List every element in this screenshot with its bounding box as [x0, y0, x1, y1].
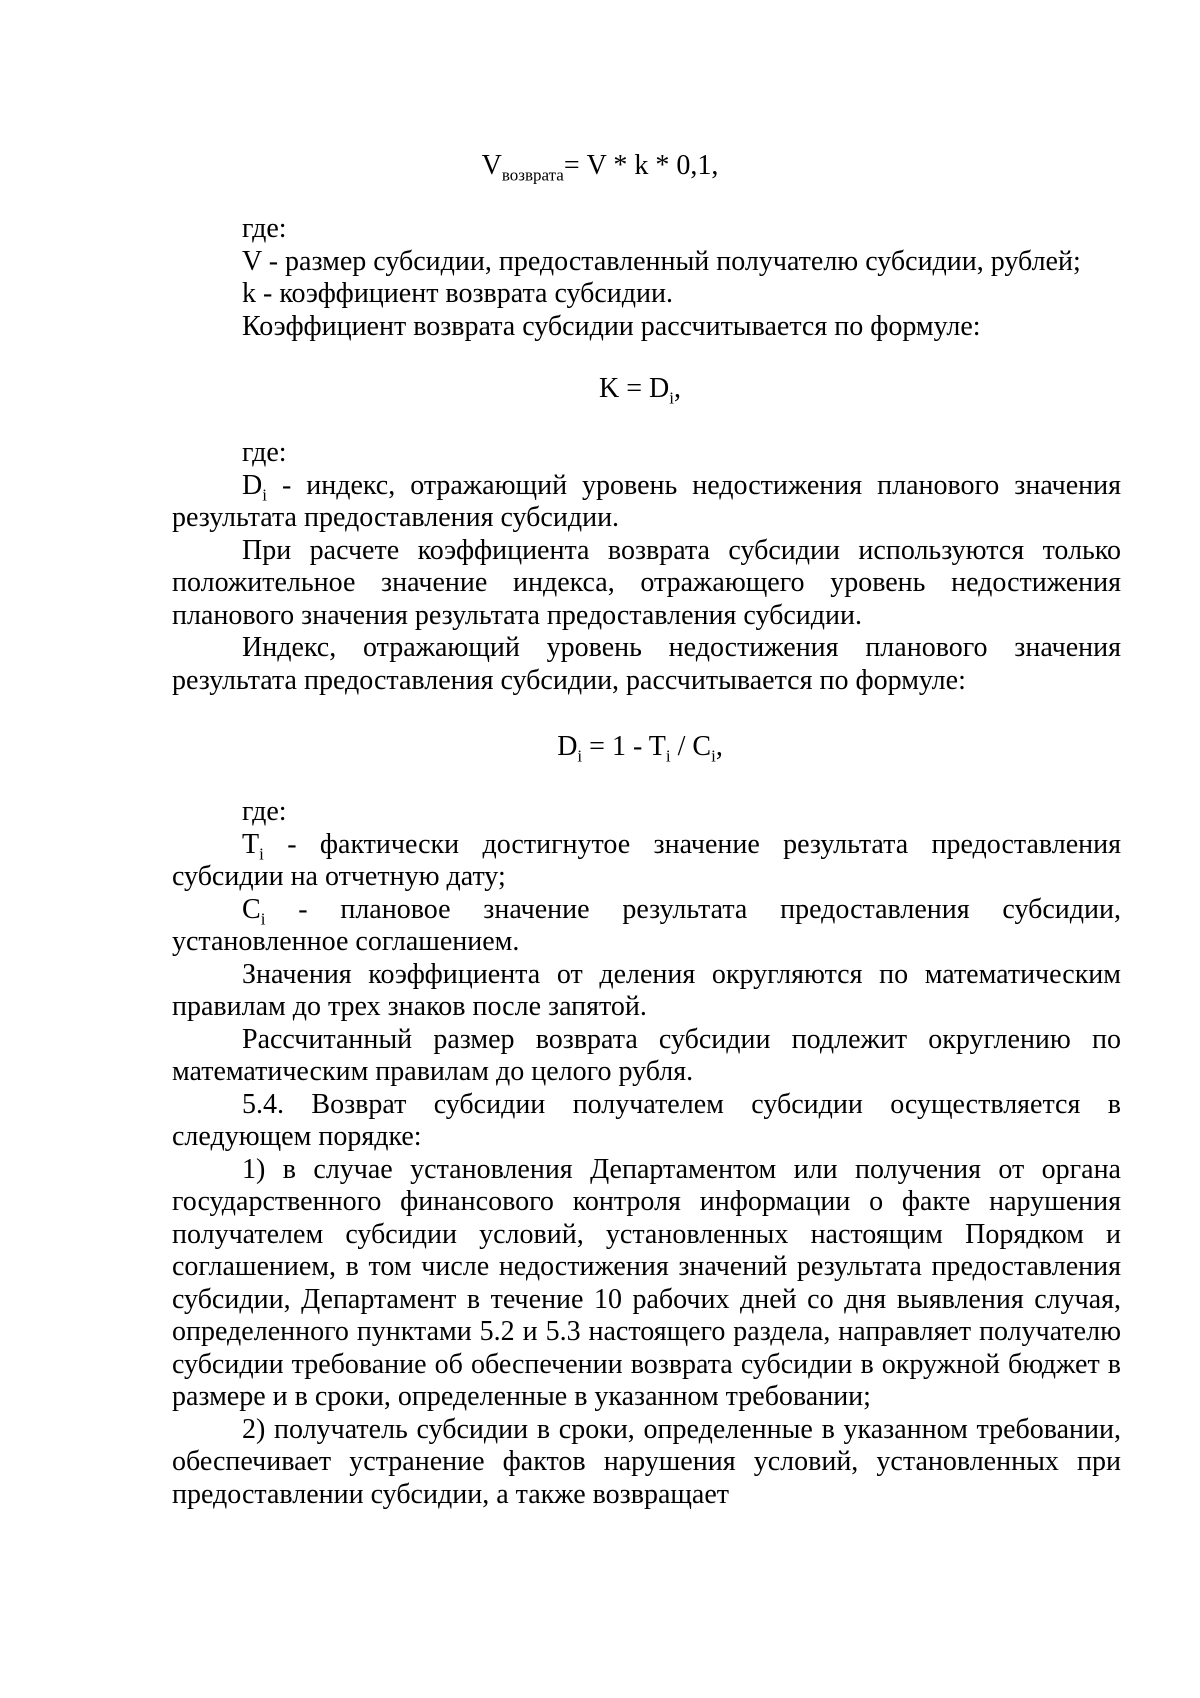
definitions-block-2 — [172, 437, 1121, 697]
di-var: D — [242, 469, 263, 501]
di-subscript: i — [262, 485, 267, 505]
formula-index — [0, 731, 1200, 764]
formula-tail: , — [715, 731, 723, 762]
ti-text: - фактически достигнутое значение результата предоставления субсидии на отчетную дату; — [172, 828, 1121, 892]
coefficient-intro: Коэффициент возврата субсидии рассчитывается по формуле: — [242, 310, 981, 342]
definitions-block-1 — [172, 213, 1121, 343]
definition-ti — [172, 829, 1121, 894]
formula-v: V — [481, 150, 502, 181]
formula-k-lhs: K = D — [599, 373, 670, 404]
paragraph-rounding: Значения коэффициента от деления округляются по математическим правилам до трех знаков после запятой. — [172, 958, 1121, 1022]
ti-subscript: i — [259, 844, 264, 864]
paragraph-item-1: 1) в случае установления Департаментом или получения от органа государственного финансового контроля информации о факте нарушения получателем субсидии условий, установленных настоящим Порядком и соглашением, в том числе недостижения значений результата предоставления субсидии, Департамент в течение 10 рабочих дней со дня выявления случая, определенного пунктами 5.2 и 5.3 настоящего раздела, направляет получателю субсидии требование об обеспечении возврата субсидии в окружной бюджет в размере и в сроки, определенные в указанном требовании; — [172, 1153, 1121, 1412]
formula-k-subscript: i — [669, 388, 674, 408]
paragraph-item-2: 2) получатель субсидии в сроки, определенные в указанном требовании, обеспечивает устранение фактов нарушения условий, установленных при предоставлении субсидии, а также возвращает — [172, 1413, 1121, 1510]
di-text: - индекс, отражающий уровень недостижения планового значения результата предоставления субсидии. — [172, 469, 1121, 533]
where-label: где: — [242, 437, 287, 468]
formula-mid: = 1 - T — [582, 731, 666, 762]
formula-slash: / C — [670, 731, 712, 762]
paragraph-5-4: 5.4. Возврат субсидии получателем субсидии осуществляется в следующем порядке: — [172, 1088, 1121, 1152]
formula-rest: = V * k * 0,1, — [563, 150, 719, 181]
formula-return-amount — [0, 150, 1200, 183]
formula-v-subscript: возврата — [501, 165, 564, 185]
formula-c-subscript: i — [711, 746, 716, 766]
paragraph-index: Индекс, отражающий уровень недостижения планового значения результата предоставления субсидии, рассчитывается по формуле: — [172, 632, 1121, 696]
formula-t-subscript: i — [665, 746, 671, 766]
definition-k: k - коэффициент возврата субсидии. — [242, 278, 674, 309]
definition-di — [172, 470, 1121, 535]
where-label: где: — [242, 213, 287, 244]
ci-subscript: i — [260, 909, 266, 929]
ci-var: C — [242, 893, 261, 925]
formula-d-subscript: i — [577, 746, 583, 766]
definitions-block-3 — [172, 796, 1121, 1511]
ci-text: - плановое значение результата предоставления субсидии, установленное соглашением. — [172, 893, 1121, 957]
ti-var: T — [242, 828, 260, 860]
definition-v: V - размер субсидии, предоставленный получателю субсидии, рублей; — [242, 245, 1081, 277]
definition-ci — [172, 894, 1121, 959]
formula-coefficient — [0, 373, 1200, 406]
paragraph-calc: При расчете коэффициента возврата субсидии используются только положительное значение индекса, отражающего уровень недостижения планового значения результата предоставления субсидии. — [172, 534, 1121, 631]
paragraph-size-rounding: Рассчитанный размер возврата субсидии подлежит округлению по математическим правилам до целого рубля. — [172, 1023, 1121, 1087]
where-label: где: — [242, 796, 287, 827]
formula-d: D — [557, 731, 578, 762]
formula-k-tail: , — [673, 373, 681, 404]
